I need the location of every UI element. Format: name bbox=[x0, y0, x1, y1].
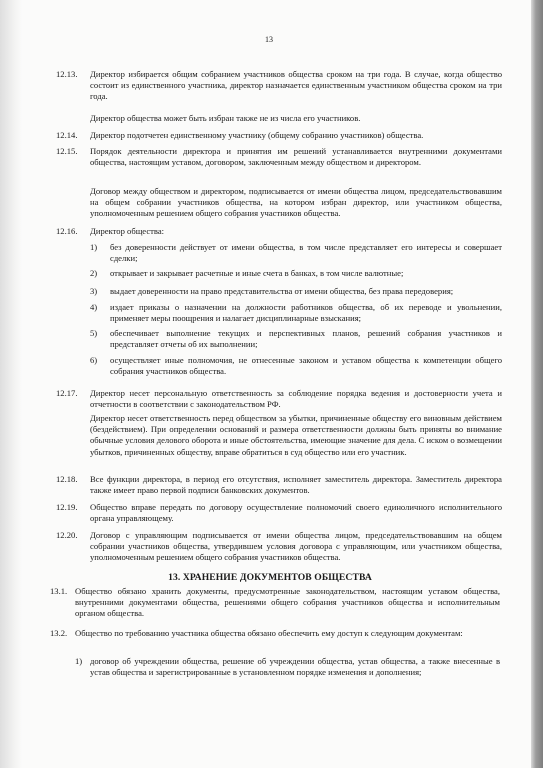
scan-left-shadow bbox=[0, 0, 22, 768]
list-item-text: осуществляет иные полномочия, не отнесенные законом и уставом общества к компетенции общего собрания участников общества. bbox=[110, 355, 502, 377]
clause-number: 12.16. bbox=[56, 226, 78, 236]
clause-number: 12.17. bbox=[56, 388, 78, 398]
list-item-number: 5) bbox=[90, 328, 98, 338]
list-item-text: без доверенности действует от имени общества, в том числе представляет его интересы и совершает сделки; bbox=[110, 242, 502, 264]
section-heading: 13. ХРАНЕНИЕ ДОКУМЕНТОВ ОБЩЕСТВА bbox=[168, 572, 372, 583]
clause-number: 12.15. bbox=[56, 146, 78, 156]
list-item-text: обеспечивает выполнение текущих и перспективных планов, решений собрания участников и представляет отчеты об их выполнении; bbox=[110, 328, 502, 350]
clause-text: Общество по требованию участника общества обязано обеспечить ему доступ к следующим документам: bbox=[75, 628, 463, 638]
clause-number: 12.14. bbox=[56, 130, 78, 140]
clause-text: Договор с управляющим подписывается от имени общества лицом, председательствовавшим на общем собрании участников общества, утвердившем условия договора с управляющим, или участником общества, уполномоченным решением общего собрания участников общества. bbox=[90, 530, 502, 563]
list-item-text: договор об учреждении общества, решение об учреждении общества, устав общества, а также внесенные в устав общества и зарегистрированные в установленном порядке изменения и дополнения; bbox=[90, 656, 500, 678]
clause-text: Директор подотчетен единственному участнику (общему собранию участников) общества. bbox=[90, 130, 424, 140]
clause-text: Порядок деятельности директора и принятия им решений устанавливается внутренними документами общества, настоящим уставом, договором, заключенным между обществом и директором. bbox=[90, 146, 502, 168]
clause-text: Общество вправе передать по договору осуществление полномочий своего единоличного исполнительного органа управляющему. bbox=[90, 502, 502, 524]
clause-number: 13.2. bbox=[50, 628, 68, 638]
scan-right-edge bbox=[531, 0, 543, 768]
clause-number: 12.18. bbox=[56, 474, 78, 484]
clause-text: Договор между обществом и директором, подписывается от имени общества лицом, председательствовавшим на общем собрании участников общества, на котором избран директор, или участником общества, уполномоченным решением общего собрания участников общества. bbox=[90, 186, 502, 219]
clause-text: Директор несет ответственность перед обществом за убытки, причиненные обществу его виновным действием (бездействием). При определении оснований и размера ответственности должны быть приняты во внимание обычные условия делового оборота и иные обстоятельства, имеющие значение для дела. С иском о возмещении убытков, причиненных обществу, вправе обратиться в суд общество или его участник. bbox=[90, 413, 502, 457]
clause-text: Директор несет персональную ответственность за соблюдение порядка ведения и достоверности учета и отчетности в соответствии с законодательством РФ. bbox=[90, 388, 502, 410]
clause-text: Общество обязано хранить документы, предусмотренные законодательством, настоящим уставом общества, внутренними документами общества, решениями общего собрания участников общества и исполнительным органом общества. bbox=[75, 586, 500, 619]
clause-number: 13.1. bbox=[50, 586, 68, 596]
list-item-number: 2) bbox=[90, 268, 98, 278]
clause-number: 12.19. bbox=[56, 502, 78, 512]
list-item-number: 6) bbox=[90, 355, 98, 365]
clause-text: Директор общества может быть избран также не из числа его участников. bbox=[90, 113, 361, 123]
clause-text: Директор избирается общим собранием участников общества сроком на три года. В случае, когда общество состоит из единственного участника, директор назначается единственным участником общества сроком на три года. bbox=[90, 69, 502, 102]
list-item-number: 4) bbox=[90, 302, 98, 312]
clause-number: 12.13. bbox=[56, 69, 78, 79]
clause-text: Все функции директора, в период его отсутствия, исполняет заместитель директора. Заместитель директора также имеет право первой подписи банковских документов. bbox=[90, 474, 502, 496]
page-number: 13 bbox=[265, 35, 273, 44]
list-item-text: открывает и закрывает расчетные и иные счета в банках, в том числе валютные; bbox=[110, 268, 404, 278]
list-item-text: выдает доверенности на право представительства от имени общества, без права передоверия; bbox=[110, 286, 454, 296]
list-item-number: 1) bbox=[90, 242, 98, 252]
list-item-number: 1) bbox=[75, 656, 83, 666]
list-item-text: издает приказы о назначении на должности работников общества, об их переводе и увольнении, применяет меры поощрения и налагает дисциплинарные взыскания; bbox=[110, 302, 502, 324]
clause-number: 12.20. bbox=[56, 530, 78, 540]
clause-text: Директор общества: bbox=[90, 226, 165, 236]
list-item-number: 3) bbox=[90, 286, 98, 296]
